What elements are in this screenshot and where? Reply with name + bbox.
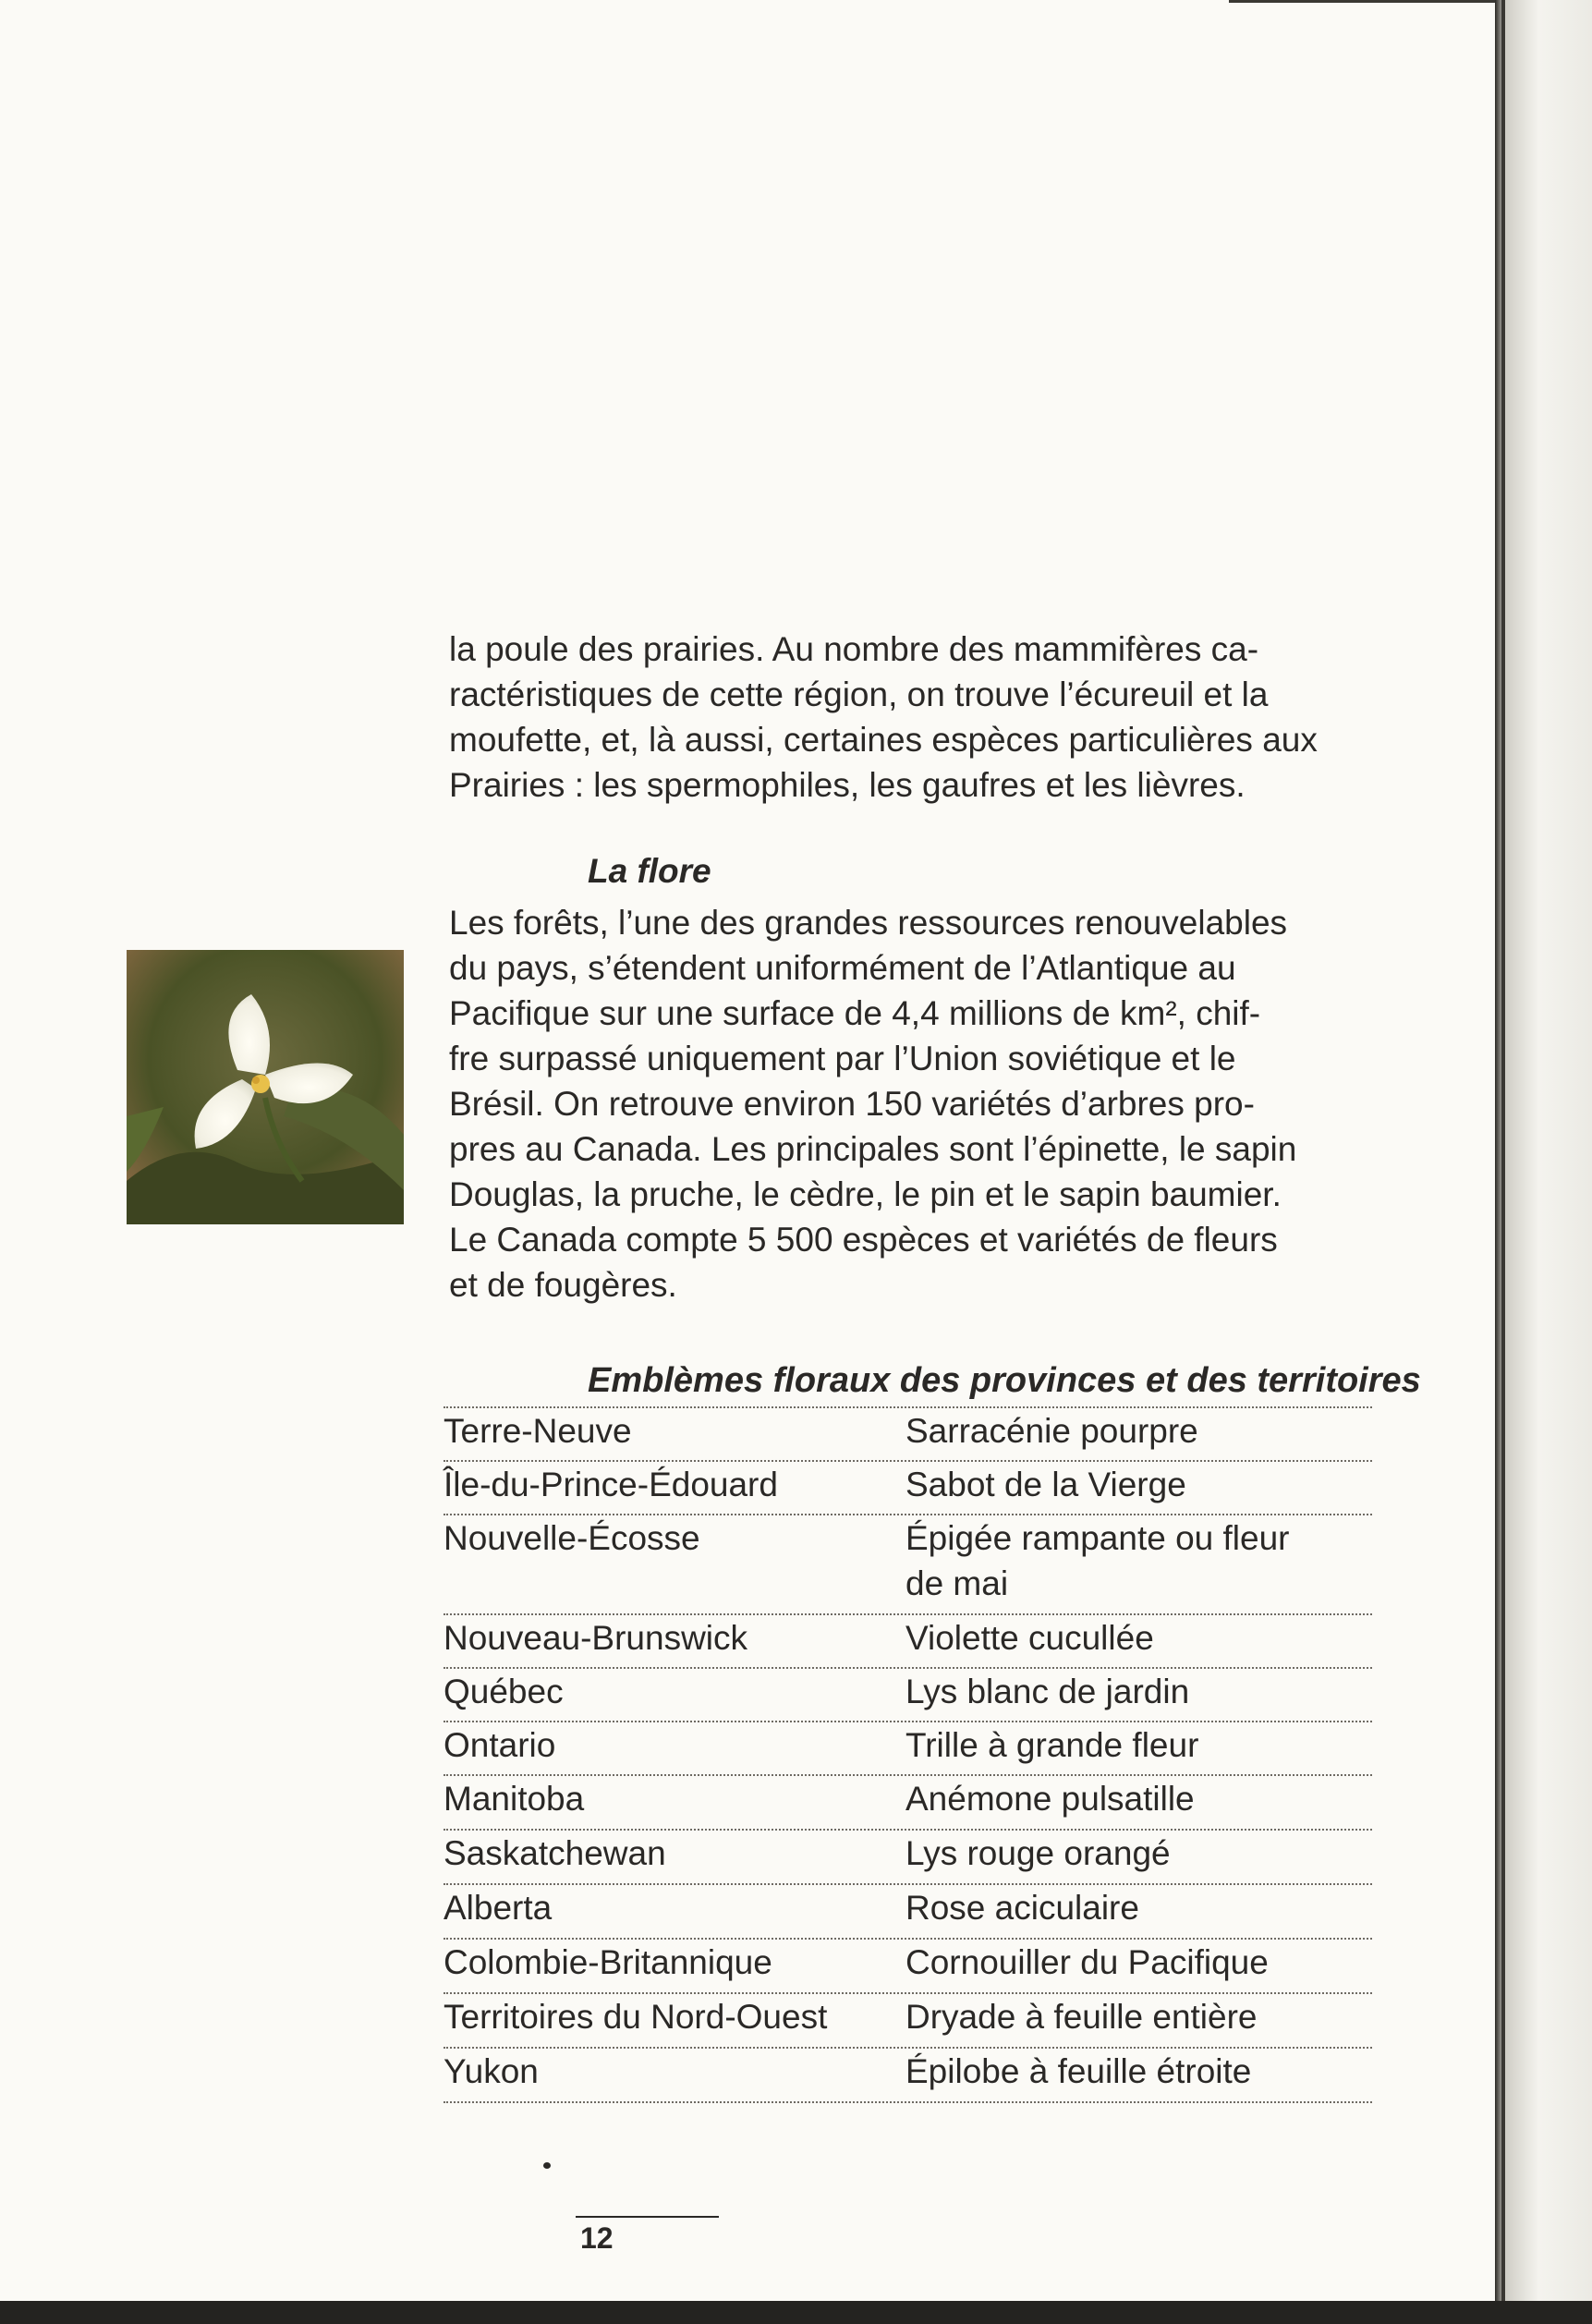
table-row (444, 1460, 1372, 1514)
gutter-edge-line (1501, 0, 1505, 2324)
province-name: Yukon (444, 2052, 539, 2090)
flora-heading: La flore (588, 852, 711, 890)
floral-emblem: Violette cucullée (905, 1619, 1154, 1657)
table-row (444, 1829, 1372, 1883)
top-edge-rule (1229, 0, 1497, 3)
floral-emblem: Épilobe à feuille étroite (905, 2052, 1252, 2090)
table-row (444, 1613, 1372, 1667)
table-row (444, 1883, 1372, 1938)
floral-emblem: Lys rouge orangé (905, 1834, 1171, 1872)
table-row (444, 1938, 1372, 1992)
floral-emblem: Lys blanc de jardin (905, 1673, 1190, 1710)
floral-emblem: Cornouiller du Pacifique (905, 1943, 1269, 1981)
province-name: Nouveau-Brunswick (444, 1619, 748, 1657)
fauna-paragraph-end: la poule des prairies. Au nombre des mammifères ca- ractéristiques de cette région, on trouve l’écureuil et la moufette, et, là aussi, certaines espèces particulières aux Prairies : les spermophiles, les gaufres et les lièvres. (449, 630, 1318, 804)
table-row (444, 1667, 1372, 1721)
floral-emblem: Rose aciculaire (905, 1889, 1139, 1927)
trillium-flower-icon (127, 950, 404, 1224)
province-name: Territoires du Nord-Ouest (444, 1998, 828, 2036)
page-number-rule (576, 2216, 719, 2218)
province-name: Terre-Neuve (444, 1412, 632, 1450)
table-row (444, 1992, 1372, 2047)
province-name: Ontario (444, 1726, 556, 1764)
floral-emblem: Sarracénie pourpre (905, 1412, 1198, 1450)
floral-emblem: Dryade à feuille entière (905, 1998, 1258, 2036)
table-row (444, 1406, 1372, 1460)
floral-emblems-heading: Emblèmes floraux des provinces et des territoires (588, 1361, 1421, 1400)
province-name: Nouvelle-Écosse (444, 1519, 700, 1557)
page-number: 12 (580, 2221, 614, 2255)
floral-emblem: Sabot de la Vierge (905, 1466, 1186, 1503)
floral-emblem: Anémone pulsatille (905, 1780, 1195, 1818)
book-gutter (1495, 0, 1592, 2324)
bottom-edge (0, 2301, 1592, 2324)
floral-emblem: Épigée rampante ou fleur de mai (905, 1519, 1290, 1602)
table-row (444, 1514, 1372, 1613)
province-name: Île-du-Prince-Édouard (444, 1466, 778, 1503)
province-name: Québec (444, 1673, 564, 1710)
floral-emblems-table (444, 1406, 1372, 2103)
flora-paragraph: Les forêts, l’une des grandes ressources renouvelables du pays, s’étendent uniformément de l’Atlantique au Pacifique sur une surface de 4,4 millions de km², chif- fre surpassé uniquement par l’Union soviétique et le Brésil. On retrouve environ 150 variétés d’arbres pro- pres au Canada. Les principales sont l’épinette, le sapin Douglas, la pruche, le cèdre, le pin et le sapin baumier. Le Canada compte 5 500 espèces et variétés de fleurs et de fougères. (449, 904, 1297, 1304)
province-name: Saskatchewan (444, 1834, 666, 1872)
trillium-photo (127, 950, 404, 1224)
table-row (444, 1721, 1372, 1774)
province-name: Manitoba (444, 1780, 585, 1818)
floral-emblem: Trille à grande fleur (905, 1726, 1199, 1764)
province-name: Alberta (444, 1889, 553, 1927)
table-row (444, 1774, 1372, 1829)
province-name: Colombie-Britannique (444, 1943, 772, 1981)
table-row (444, 2047, 1372, 2103)
printer-mark (543, 2162, 551, 2169)
